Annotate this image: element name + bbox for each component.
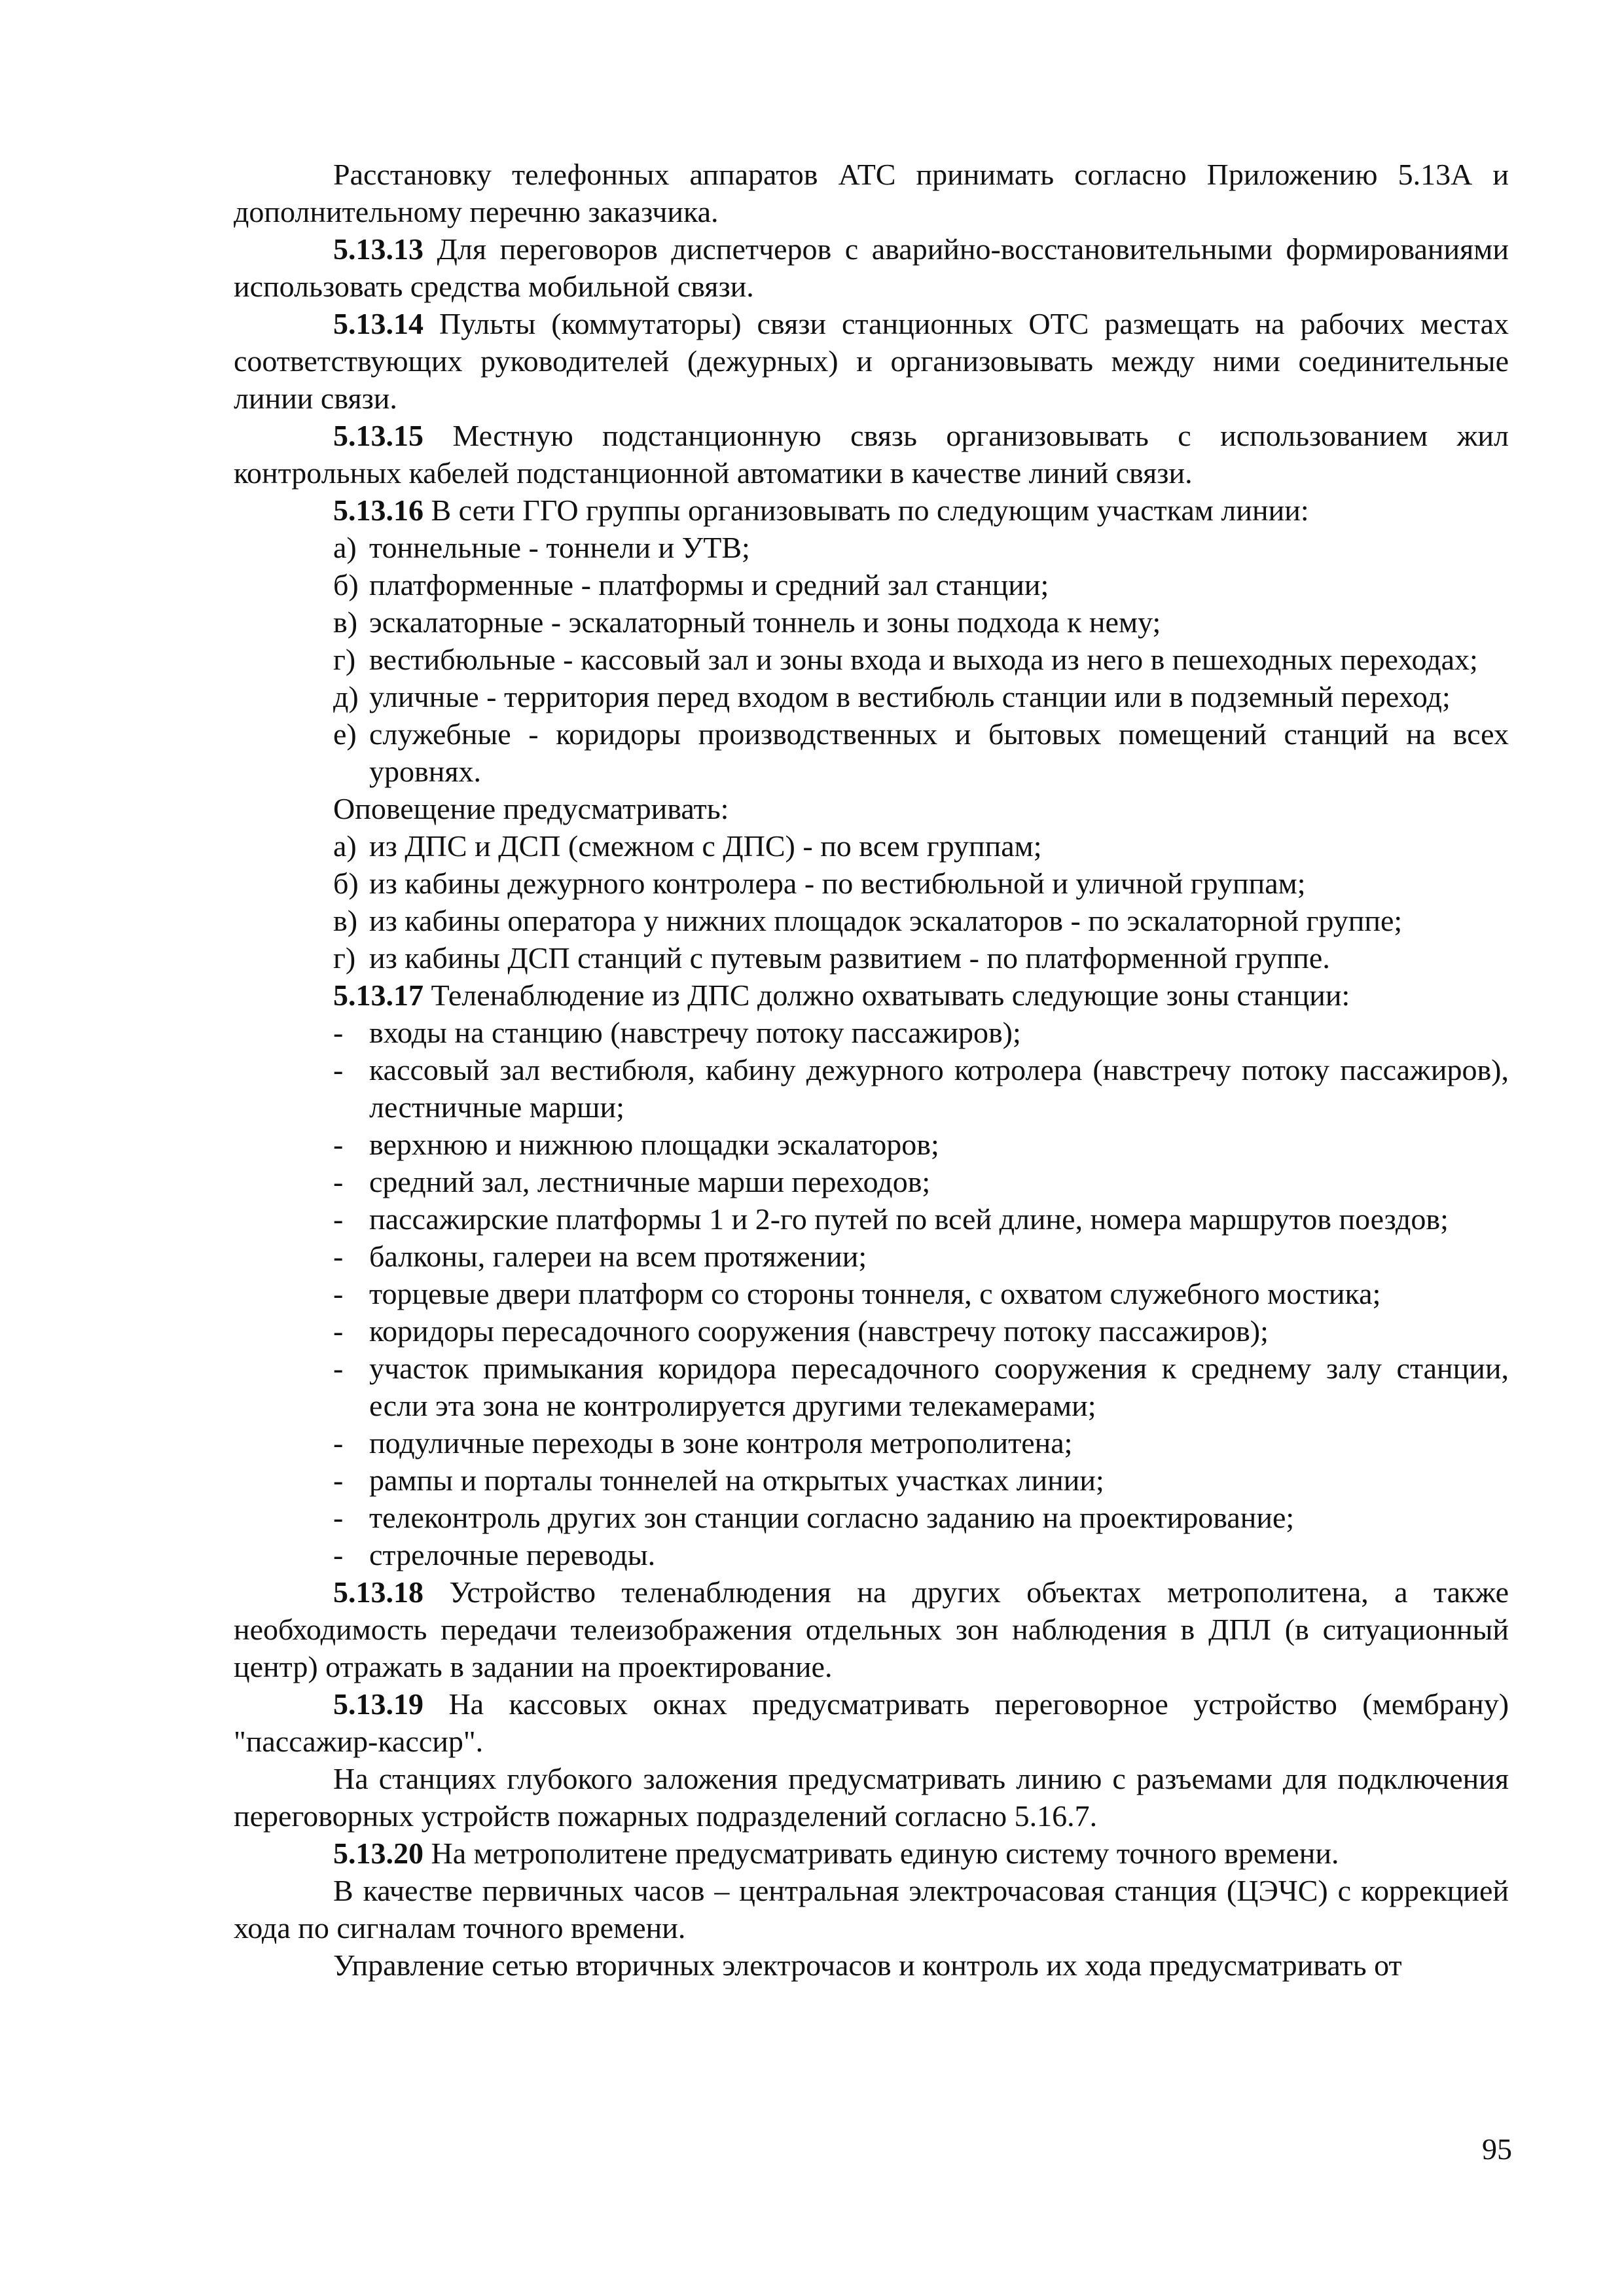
paragraph-deep-stations: На станциях глубокого заложения предусматривать линию с разъемами для подключения переговорных устройств пожарных подразделений согласно 5.16.7.: [234, 1762, 1509, 1833]
list-item: [333, 939, 1509, 977]
list-item: [333, 827, 1509, 865]
section-text: Пульты (коммутаторы) связи станционных ОТС размещать на рабочих местах соответствующих руководителей (дежурных) и организовывать между ними соединительные линии связи.: [234, 307, 1509, 415]
list-item-text: участок примыкания коридора пересадочного сооружения к среднему залу станции, если эта зона не контролируется другими телекамерами;: [369, 1352, 1509, 1422]
paragraph-clock-control: Управление сетью вторичных электрочасов и контроль их хода предусматривать от: [333, 1948, 1402, 1982]
section-number: 5.13.18: [333, 1575, 424, 1609]
list-item: [333, 902, 1509, 939]
list-marker: -: [333, 1016, 344, 1049]
paragraph-primary-clock: В качестве первичных часов – центральная электрочасовая станция (ЦЭЧС) с коррекцией хода по сигналам точного времени.: [234, 1874, 1509, 1945]
list-marker: -: [333, 1352, 344, 1385]
list-marker: -: [333, 1202, 344, 1236]
list-item-text: вестибюльные - кассовый зал и зоны входа и выхода из него в пешеходных переходах;: [369, 643, 1478, 676]
section-5-13-19: [234, 1685, 1509, 1760]
list-item-text: из кабины ДСП станций с путевым развитием - по платформенной группе.: [369, 941, 1330, 975]
list-item-text: входы на станцию (навстречу потоку пассажиров);: [369, 1016, 1021, 1049]
section-text: Устройство теленаблюдения на других объектах метрополитена, а также необходимость передачи телеизображения отдельных зон наблюдения в ДПЛ (в ситуационный центр) отражать в задании на проектирование.: [234, 1575, 1509, 1683]
list-item: [333, 1312, 1509, 1350]
list-marker: а): [333, 531, 357, 564]
list-item: [333, 1238, 1509, 1275]
list-marker: в): [333, 605, 358, 639]
list-item: [333, 603, 1509, 641]
document-body: [234, 156, 1509, 1984]
section-number: 5.13.14: [333, 307, 424, 340]
list-item-text: подуличные переходы в зоне контроля метрополитена;: [369, 1426, 1073, 1460]
section-text: На кассовых окнах предусматривать переговорное устройство (мембрану) "пассажир-кассир".: [234, 1687, 1509, 1758]
section-5-13-15: [234, 417, 1509, 492]
section-text: В сети ГГО группы организовывать по следующим участкам линии:: [431, 493, 1309, 527]
section-5-13-16: [234, 492, 1509, 529]
section-5-13-13: [234, 230, 1509, 305]
list-marker: г): [333, 941, 356, 975]
list-marker: -: [333, 1501, 344, 1534]
list-marker: -: [333, 1426, 344, 1460]
list-item-text: средний зал, лестничные марши переходов;: [369, 1165, 931, 1198]
section-5-13-14: [234, 305, 1509, 417]
list-item-text: пассажирские платформы 1 и 2-го путей по всей длине, номера маршрутов поездов;: [369, 1202, 1449, 1236]
list-item-text: верхнюю и нижнюю площадки эскалаторов;: [369, 1128, 939, 1161]
list-item: [333, 566, 1509, 603]
list-marker: а): [333, 829, 357, 863]
list-item-text: уличные - территория перед входом в вестибюль станции или в подземный переход;: [369, 680, 1451, 713]
list-item-text: эскалаторные - эскалаторный тоннель и зоны подхода к нему;: [369, 605, 1161, 639]
list-marker: в): [333, 904, 358, 937]
list-marker: -: [333, 1165, 344, 1198]
list-item-text: тоннельные - тоннели и УТВ;: [369, 531, 750, 564]
list-item: [333, 1424, 1509, 1462]
list-item: [333, 1350, 1509, 1424]
section-number: 5.13.15: [333, 419, 424, 452]
list-item-text: из ДПС и ДСП (смежном с ДПС) - по всем группам;: [369, 829, 1042, 863]
section-number: 5.13.13: [333, 232, 424, 266]
list-marker: -: [333, 1053, 344, 1086]
list-marker: -: [333, 1314, 344, 1348]
list-item: [333, 1200, 1509, 1238]
list-item: [333, 1051, 1509, 1126]
group-list: [234, 529, 1509, 790]
list-item: [333, 678, 1509, 715]
list-item-text: торцевые двери платформ со стороны тоннеля, с охватом служебного мостика;: [369, 1277, 1381, 1310]
section-number: 5.13.19: [333, 1687, 424, 1721]
list-marker: д): [333, 680, 359, 713]
list-item-text: из кабины дежурного контролера - по вестибюльной и уличной группам;: [369, 867, 1306, 900]
section-text: Теленаблюдение из ДПС должно охватывать следующие зоны станции:: [431, 978, 1350, 1012]
list-item: [333, 1499, 1509, 1536]
list-item-text: платформенные - платформы и средний зал станции;: [369, 568, 1049, 601]
list-item-text: стрелочные переводы.: [369, 1538, 656, 1571]
page-number: 95: [1482, 2132, 1512, 2166]
list-item-text: балконы, галереи на всем протяжении;: [369, 1240, 867, 1273]
list-marker: -: [333, 1277, 344, 1310]
list-item: [333, 529, 1509, 566]
section-5-13-20: [234, 1835, 1509, 1872]
section-5-13-18: [234, 1573, 1509, 1685]
list-marker: е): [333, 717, 357, 751]
list-item: [333, 1126, 1509, 1163]
list-item: [333, 715, 1509, 790]
section-number: 5.13.20: [333, 1837, 424, 1870]
section-text: Для переговоров диспетчеров с аварийно-восстановительными формированиями использовать средства мобильной связи.: [234, 232, 1509, 303]
notification-intro: Оповещение предусматривать:: [333, 792, 729, 825]
list-marker: -: [333, 1538, 344, 1571]
list-item: [333, 1536, 1509, 1573]
list-item: [333, 1163, 1509, 1200]
list-item-text: коридоры пересадочного сооружения (навстречу потоку пассажиров);: [369, 1314, 1269, 1348]
surveillance-zone-list: [234, 1014, 1509, 1573]
section-number: 5.13.17: [333, 978, 424, 1012]
list-item: [333, 865, 1509, 902]
section-text: Местную подстанционную связь организовывать с использованием жил контрольных кабелей подстанционной автоматики в качестве линий связи.: [234, 419, 1509, 490]
paragraph-phone-placement: Расстановку телефонных аппаратов АТС принимать согласно Приложению 5.13А и дополнительному перечню заказчика.: [234, 158, 1509, 228]
list-marker: б): [333, 568, 359, 601]
list-item: [333, 1462, 1509, 1499]
list-item-text: телеконтроль других зон станции согласно заданию на проектирование;: [369, 1501, 1295, 1534]
list-item-text: рампы и порталы тоннелей на открытых участках линии;: [369, 1463, 1104, 1497]
list-item: [333, 1275, 1509, 1312]
list-marker: б): [333, 867, 359, 900]
list-item-text: служебные - коридоры производственных и бытовых помещений станций на всех уровнях.: [369, 717, 1509, 788]
list-item-text: кассовый зал вестибюля, кабину дежурного котролера (навстречу потоку пассажиров), лестничные марши;: [369, 1053, 1509, 1124]
notification-list: [234, 827, 1509, 977]
list-marker: -: [333, 1240, 344, 1273]
section-text: На метрополитене предусматривать единую систему точного времени.: [431, 1837, 1339, 1870]
list-marker: -: [333, 1128, 344, 1161]
section-5-13-17: [234, 977, 1509, 1014]
list-marker: -: [333, 1463, 344, 1497]
list-item-text: из кабины оператора у нижних площадок эскалаторов - по эскалаторной группе;: [369, 904, 1403, 937]
section-number: 5.13.16: [333, 493, 424, 527]
list-marker: г): [333, 643, 356, 676]
list-item: [333, 641, 1509, 678]
list-item: [333, 1014, 1509, 1051]
